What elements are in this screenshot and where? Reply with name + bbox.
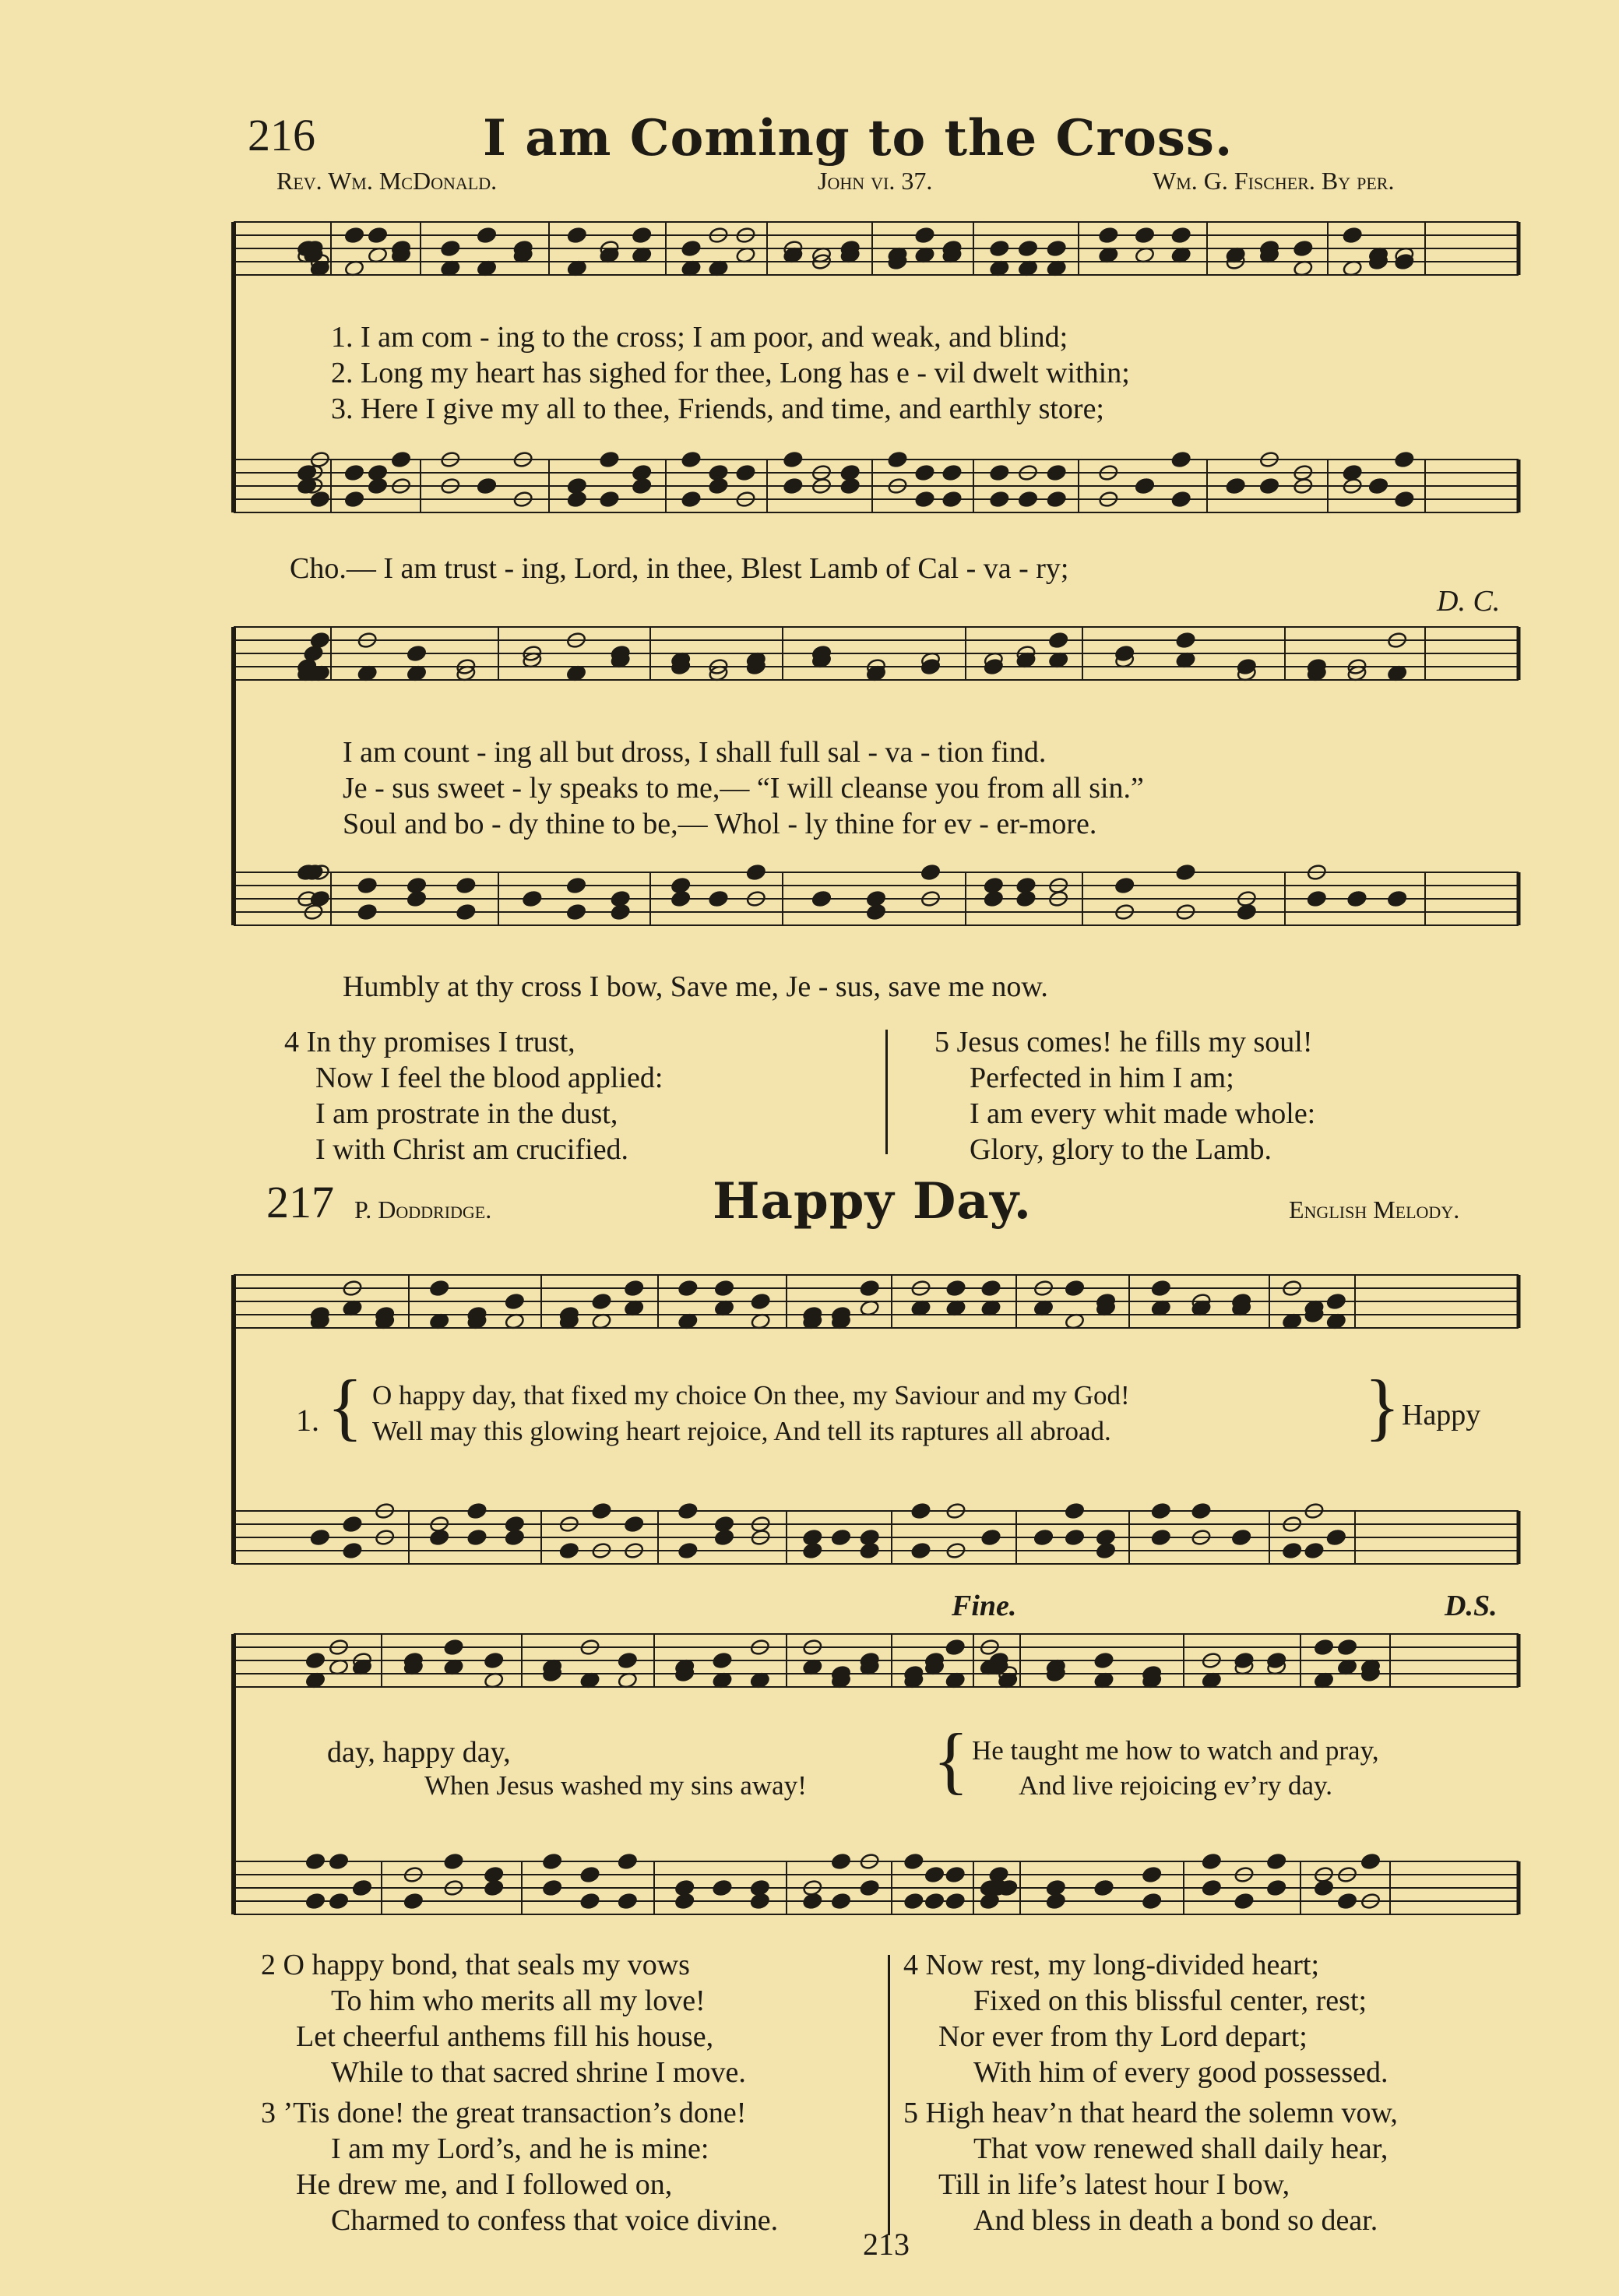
note-head — [674, 1893, 695, 1910]
note-head — [735, 464, 755, 482]
note-head — [1266, 1853, 1286, 1871]
note-head — [941, 491, 962, 509]
note-head — [591, 1502, 611, 1520]
hymn-216-verse-lines-top — [331, 319, 1130, 427]
stanza-line: 4 Now rest, my long-divided heart; — [903, 1949, 1320, 1981]
stanza-line: Nor ever from thy Lord depart; — [938, 2020, 1308, 2053]
note-head — [1307, 890, 1327, 908]
page-number: 213 — [863, 2227, 910, 2262]
note-head — [1237, 903, 1257, 921]
note-head — [1360, 1853, 1381, 1871]
hymn-216-composer: Wm. G. Fischer. By per. — [1153, 167, 1395, 195]
note-head — [618, 1893, 638, 1910]
note-head — [1171, 451, 1191, 469]
note-head — [681, 491, 701, 509]
note-head — [924, 1893, 945, 1910]
note-head — [305, 1893, 326, 1910]
note-head — [714, 1280, 734, 1298]
note-head — [1191, 1502, 1211, 1520]
note-head — [1171, 227, 1191, 245]
note-head — [746, 864, 766, 882]
note-head — [579, 1893, 600, 1910]
note-head — [567, 227, 587, 245]
brace-right: } — [1364, 1365, 1401, 1448]
note-head — [802, 1542, 822, 1560]
verse-number: 1. — [296, 1403, 319, 1438]
note-head — [678, 1542, 698, 1560]
hymn-217-author: P. Doddridge. — [354, 1196, 492, 1224]
note-head — [670, 890, 691, 908]
note-head — [903, 1893, 924, 1910]
note-head — [783, 477, 803, 495]
note-head — [866, 903, 886, 921]
note-head — [1394, 491, 1414, 509]
note-head — [599, 491, 619, 509]
note-head — [1337, 1639, 1357, 1657]
stanza-line: While to that sacred shrine I move. — [331, 2056, 746, 2089]
stanza-line: And bless in death a bond so dear. — [973, 2204, 1378, 2237]
note-head — [618, 1652, 638, 1670]
note-head — [1394, 451, 1414, 469]
note-head — [352, 1879, 372, 1897]
note-head — [1314, 1879, 1334, 1897]
verse-line: 2. Long my heart has sighed for thee, Long has e - vil dwelt within; — [331, 357, 1130, 389]
verse-line: 1. I am com - ing to the cross; I am poor, and weak, and blind; — [331, 321, 1068, 354]
hymn-216-chorus-line-2: Humbly at thy cross I bow, Save me, Je - sus, save me now. — [343, 970, 1048, 1003]
note-head — [1047, 464, 1067, 482]
note-head — [989, 240, 1009, 258]
note-head — [945, 1893, 966, 1910]
note-head — [357, 903, 378, 921]
verse-line: 3. Here I give my all to thee, Friends, and time, and earthly store; — [331, 393, 1104, 425]
hymn-216-verse-lines-bottom — [343, 734, 1144, 842]
note-head — [1015, 890, 1036, 908]
stanza-line: Charmed to confess that voice divine. — [331, 2204, 779, 2237]
note-head — [681, 240, 701, 258]
note-head — [860, 1280, 880, 1298]
note-head — [344, 227, 364, 245]
hymn-217-number: 217 — [266, 1177, 334, 1227]
note-head — [591, 1293, 611, 1311]
note-head — [1096, 1542, 1116, 1560]
note-head — [1093, 1652, 1114, 1670]
stanza-line: Now I feel the blood applied: — [315, 1062, 663, 1094]
note-head — [924, 1866, 945, 1884]
note-head — [1326, 1293, 1346, 1311]
note-head — [542, 1853, 562, 1871]
note-head — [1065, 1280, 1085, 1298]
stanza-line: Till in life’s latest hour I bow, — [938, 2168, 1290, 2201]
note-head — [1065, 1502, 1085, 1520]
note-head — [1326, 1529, 1346, 1547]
note-head — [1018, 240, 1038, 258]
note-head — [484, 1652, 504, 1670]
note-head — [1046, 1893, 1066, 1910]
note-head — [1047, 491, 1067, 509]
note-head — [1171, 491, 1191, 509]
hymn-217-verse-line-1: O happy day, that fixed my choice On thee, my Saviour and my God! — [372, 1380, 1130, 1410]
stanza-line: I with Christ am crucified. — [315, 1133, 629, 1166]
note-head — [980, 1280, 1001, 1298]
hymn-216-number: 216 — [248, 110, 315, 160]
note-head — [1175, 632, 1195, 650]
note-head — [522, 890, 542, 908]
note-head — [840, 477, 861, 495]
verse-line: I am count - ing all but dross, I shall full sal - va - tion find. — [343, 736, 1047, 769]
note-head — [566, 877, 586, 895]
note-head — [1151, 1280, 1171, 1298]
note-head — [1142, 1866, 1162, 1884]
note-head — [1047, 240, 1067, 258]
hymn-216-stanza-4 — [284, 1024, 663, 1167]
note-head — [750, 1893, 770, 1910]
note-head — [618, 1853, 638, 1871]
note-head — [342, 1542, 362, 1560]
note-head — [945, 1639, 966, 1657]
hymn-216-stanza-5 — [934, 1024, 1315, 1167]
note-head — [1018, 491, 1038, 509]
fine-mark: Fine. — [952, 1590, 1017, 1622]
dc-mark: D. C. — [1437, 585, 1501, 618]
note-head — [1135, 477, 1155, 495]
note-head — [542, 1879, 562, 1897]
note-head — [429, 1529, 449, 1547]
note-head — [802, 1893, 822, 1910]
hymn-217-refrain-line-2: When Jesus washed my sins away! — [424, 1770, 807, 1801]
note-head — [1231, 1529, 1251, 1547]
note-head — [1304, 1542, 1324, 1560]
stanza-line: 4 In thy promises I trust, — [284, 1026, 575, 1058]
hymn-216-title: I am Coming to the Cross. — [483, 109, 1234, 167]
note-head — [440, 240, 460, 258]
note-head — [1114, 877, 1135, 895]
note-head — [599, 451, 619, 469]
note-head — [1266, 1879, 1286, 1897]
note-head — [678, 1280, 698, 1298]
note-head — [579, 1866, 600, 1884]
stanza-line: 3 ’Tis done! the great transaction’s done! — [261, 2097, 747, 2129]
note-head — [1202, 1879, 1222, 1897]
note-head — [811, 890, 832, 908]
verse-line: Soul and bo - dy thine to be,— Whol - ly thine for ev - er-more. — [343, 808, 1097, 840]
note-head — [368, 477, 388, 495]
brace-left: { — [327, 1365, 364, 1448]
note-head — [714, 1529, 734, 1547]
note-head — [624, 1280, 644, 1298]
hymn-217-refrain-line-3: He taught me how to watch and pray, — [972, 1735, 1379, 1766]
note-head — [1346, 890, 1367, 908]
note-head — [860, 1879, 880, 1897]
note-head — [505, 1293, 525, 1311]
note-head — [920, 864, 941, 882]
note-head — [708, 890, 728, 908]
note-head — [831, 1853, 851, 1871]
stanza-line: Glory, glory to the Lamb. — [970, 1133, 1272, 1166]
brace-refrain: { — [933, 1718, 970, 1801]
stanza-line: Let cheerful anthems fill his house, — [296, 2020, 714, 2053]
note-head — [456, 877, 476, 895]
hymn-217-refrain-line-1: day, happy day, — [327, 1736, 511, 1769]
note-head — [831, 1893, 851, 1910]
note-head — [391, 451, 411, 469]
stanza-line: That vow renewed shall daily hear, — [973, 2132, 1388, 2165]
ds-mark: D.S. — [1445, 1590, 1498, 1622]
hymn-217-stanza-3 — [261, 2095, 778, 2238]
note-head — [342, 1516, 362, 1534]
note-head — [712, 1879, 732, 1897]
note-head — [632, 477, 652, 495]
hymn-217-verse-line-2: Well may this glowing heart rejoice, And tell its raptures all abroad. — [372, 1416, 1111, 1446]
note-head — [368, 227, 388, 245]
note-head — [407, 645, 427, 663]
note-head — [1142, 1893, 1162, 1910]
note-head — [505, 1529, 525, 1547]
note-head — [910, 1502, 931, 1520]
note-head — [443, 1639, 463, 1657]
note-head — [914, 227, 934, 245]
hymn-217-refrain-line-4: And live rejoicing ev’ry day. — [1019, 1770, 1333, 1801]
stanza-line: 5 Jesus comes! he fills my soul! — [934, 1026, 1313, 1058]
note-head — [1282, 1542, 1302, 1560]
note-head — [783, 451, 803, 469]
note-head — [477, 477, 497, 495]
note-head — [1337, 1893, 1357, 1910]
note-head — [567, 491, 587, 509]
note-head — [1259, 477, 1279, 495]
stanza-line: 2 O happy bond, that seals my vows — [261, 1949, 690, 1981]
hymn-217-stanza-4 — [903, 1947, 1388, 2090]
stanza-line: Perfected in him I am; — [970, 1062, 1234, 1094]
note-head — [624, 1516, 644, 1534]
note-head — [344, 491, 364, 509]
note-head — [910, 1542, 931, 1560]
note-head — [329, 1893, 349, 1910]
note-head — [566, 903, 586, 921]
note-head — [914, 491, 934, 509]
note-head — [945, 1866, 966, 1884]
note-head — [945, 1280, 966, 1298]
note-head — [1033, 1529, 1054, 1547]
note-head — [329, 1853, 349, 1871]
note-head — [903, 1853, 924, 1871]
stanza-line: He drew me, and I followed on, — [296, 2168, 673, 2201]
stanza-line: 5 High heav’n that heard the solemn vow, — [903, 2097, 1398, 2129]
note-head — [344, 464, 364, 482]
stanza-line: I am my Lord’s, and he is mine: — [331, 2132, 709, 2165]
note-head — [1151, 1502, 1171, 1520]
hymn-217-title: Happy Day. — [713, 1172, 1032, 1231]
note-head — [477, 227, 497, 245]
stanza-line: I am every whit made whole: — [970, 1097, 1316, 1130]
stanza-line: To him who merits all my love! — [331, 1984, 706, 2017]
note-head — [941, 464, 962, 482]
stanza-divider — [888, 1955, 890, 2235]
refrain-start: Happy — [1402, 1399, 1481, 1431]
note-head — [559, 1542, 579, 1560]
note-head — [751, 1293, 771, 1311]
hymn-217-stanza-5 — [903, 2095, 1398, 2238]
hymn-216-chorus-line-1: Cho.— I am trust - ing, Lord, in thee, Blest Lamb of Cal - va - ry; — [290, 552, 1069, 585]
note-head — [681, 451, 701, 469]
note-head — [914, 464, 934, 482]
note-head — [466, 1529, 487, 1547]
stanza-line: With him of every good possessed. — [973, 2056, 1388, 2089]
note-head — [1202, 1853, 1222, 1871]
stanza-line: I am prostrate in the dust, — [315, 1097, 618, 1130]
note-head — [429, 1280, 449, 1298]
note-head — [1065, 1529, 1085, 1547]
hymn-217-composer: English Melody. — [1289, 1196, 1460, 1224]
note-head — [456, 903, 476, 921]
note-head — [1098, 227, 1118, 245]
verse-line: Je - sus sweet - ly speaks to me,— “I will cleanse you from all sin.” — [343, 772, 1144, 805]
note-head — [1368, 477, 1388, 495]
note-head — [357, 877, 378, 895]
note-head — [484, 1879, 504, 1897]
note-head — [407, 890, 427, 908]
note-head — [989, 491, 1009, 509]
stanza-divider — [885, 1030, 888, 1154]
note-head — [1343, 227, 1363, 245]
note-head — [632, 227, 652, 245]
note-head — [305, 1853, 326, 1871]
note-head — [1293, 240, 1313, 258]
note-head — [403, 1893, 424, 1910]
note-head — [887, 451, 907, 469]
stanza-line: Fixed on this blissful center, rest; — [973, 1984, 1367, 2017]
note-head — [708, 477, 728, 495]
note-head — [1048, 632, 1068, 650]
note-head — [1151, 1529, 1171, 1547]
note-head — [305, 1652, 326, 1670]
note-head — [1135, 227, 1155, 245]
hymn-217-stanza-2 — [261, 1947, 746, 2090]
note-head — [989, 464, 1009, 482]
note-head — [712, 1652, 732, 1670]
note-head — [443, 1853, 463, 1871]
note-head — [1175, 864, 1195, 882]
note-head — [466, 1502, 487, 1520]
note-head — [1234, 1893, 1254, 1910]
note-head — [678, 1502, 698, 1520]
note-head — [984, 890, 1004, 908]
note-head — [611, 903, 631, 921]
hymn-216-author: Rev. Wm. McDonald. — [276, 167, 498, 195]
note-head — [860, 1542, 880, 1560]
hymn-216-scripture: John vi. 37. — [818, 167, 933, 195]
note-head — [1314, 1639, 1334, 1657]
